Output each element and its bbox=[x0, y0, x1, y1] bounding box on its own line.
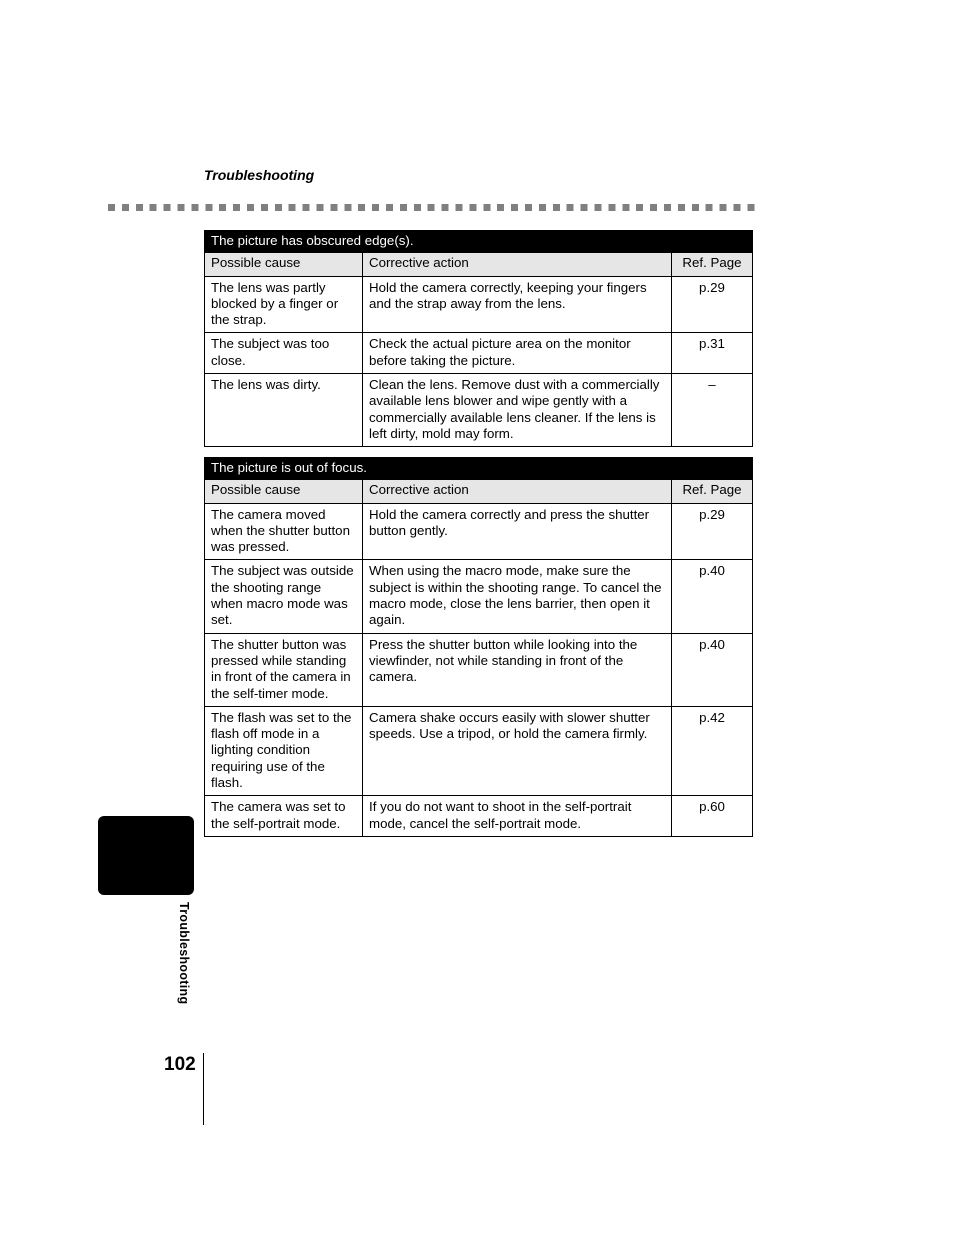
table-title: The picture is out of focus. bbox=[205, 458, 753, 480]
table-row bbox=[205, 633, 753, 706]
table-row bbox=[205, 560, 753, 633]
page-number: 102 bbox=[164, 1054, 196, 1075]
action-cell: Clean the lens. Remove dust with a commercially available lens blower and wipe gently with a commercially available lens cleaner. If the lens is left dirty, mold may form. bbox=[363, 374, 672, 447]
cause-cell: The shutter button was pressed while standing in front of the camera in the self-timer mode. bbox=[205, 633, 363, 706]
dotted-divider bbox=[108, 204, 756, 211]
chapter-tab bbox=[98, 816, 194, 895]
cause-cell: The camera moved when the shutter button was pressed. bbox=[205, 503, 363, 560]
table-title-row bbox=[205, 458, 753, 480]
ref-page-cell: p.42 bbox=[672, 706, 753, 795]
header-possible-cause: Possible cause bbox=[205, 480, 363, 503]
ref-page-cell: p.31 bbox=[672, 333, 753, 374]
ref-page-cell: p.29 bbox=[672, 503, 753, 560]
action-cell: If you do not want to shoot in the self-portrait mode, cancel the self-portrait mode. bbox=[363, 796, 672, 837]
header-corrective-action: Corrective action bbox=[363, 480, 672, 503]
section-title: Troubleshooting bbox=[204, 167, 315, 183]
cause-cell: The subject was too close. bbox=[205, 333, 363, 374]
ref-page-cell: p.40 bbox=[672, 560, 753, 633]
table-row bbox=[205, 796, 753, 837]
ref-page-cell: p.60 bbox=[672, 796, 753, 837]
table-header-row bbox=[205, 253, 753, 276]
chapter-side-label: Troubleshooting bbox=[177, 902, 191, 1005]
header-corrective-action: Corrective action bbox=[363, 253, 672, 276]
header-ref-page: Ref. Page bbox=[672, 480, 753, 503]
action-cell: When using the macro mode, make sure the subject is within the shooting range. To cancel the macro mode, close the lens barrier, then open it again. bbox=[363, 560, 672, 633]
table-row bbox=[205, 276, 753, 333]
troubleshooting-table-obscured-edges bbox=[204, 230, 753, 447]
cause-cell: The lens was dirty. bbox=[205, 374, 363, 447]
page-number-rule bbox=[203, 1053, 204, 1125]
header-possible-cause: Possible cause bbox=[205, 253, 363, 276]
table-header-row bbox=[205, 480, 753, 503]
table-row bbox=[205, 333, 753, 374]
action-cell: Hold the camera correctly and press the shutter button gently. bbox=[363, 503, 672, 560]
cause-cell: The subject was outside the shooting range when macro mode was set. bbox=[205, 560, 363, 633]
action-cell: Camera shake occurs easily with slower shutter speeds. Use a tripod, or hold the camera firmly. bbox=[363, 706, 672, 795]
table-row bbox=[205, 706, 753, 795]
table-title-row bbox=[205, 231, 753, 253]
cause-cell: The camera was set to the self-portrait mode. bbox=[205, 796, 363, 837]
table-title: The picture has obscured edge(s). bbox=[205, 231, 753, 253]
ref-page-cell: p.29 bbox=[672, 276, 753, 333]
cause-cell: The lens was partly blocked by a finger or the strap. bbox=[205, 276, 363, 333]
table-row bbox=[205, 503, 753, 560]
action-cell: Press the shutter button while looking into the viewfinder, not while standing in front of the camera. bbox=[363, 633, 672, 706]
table-row bbox=[205, 374, 753, 447]
ref-page-cell: p.40 bbox=[672, 633, 753, 706]
action-cell: Hold the camera correctly, keeping your fingers and the strap away from the lens. bbox=[363, 276, 672, 333]
header-ref-page: Ref. Page bbox=[672, 253, 753, 276]
ref-page-cell: – bbox=[672, 374, 753, 447]
troubleshooting-table-out-of-focus bbox=[204, 457, 753, 837]
cause-cell: The flash was set to the flash off mode in a lighting condition requiring use of the flash. bbox=[205, 706, 363, 795]
action-cell: Check the actual picture area on the monitor before taking the picture. bbox=[363, 333, 672, 374]
